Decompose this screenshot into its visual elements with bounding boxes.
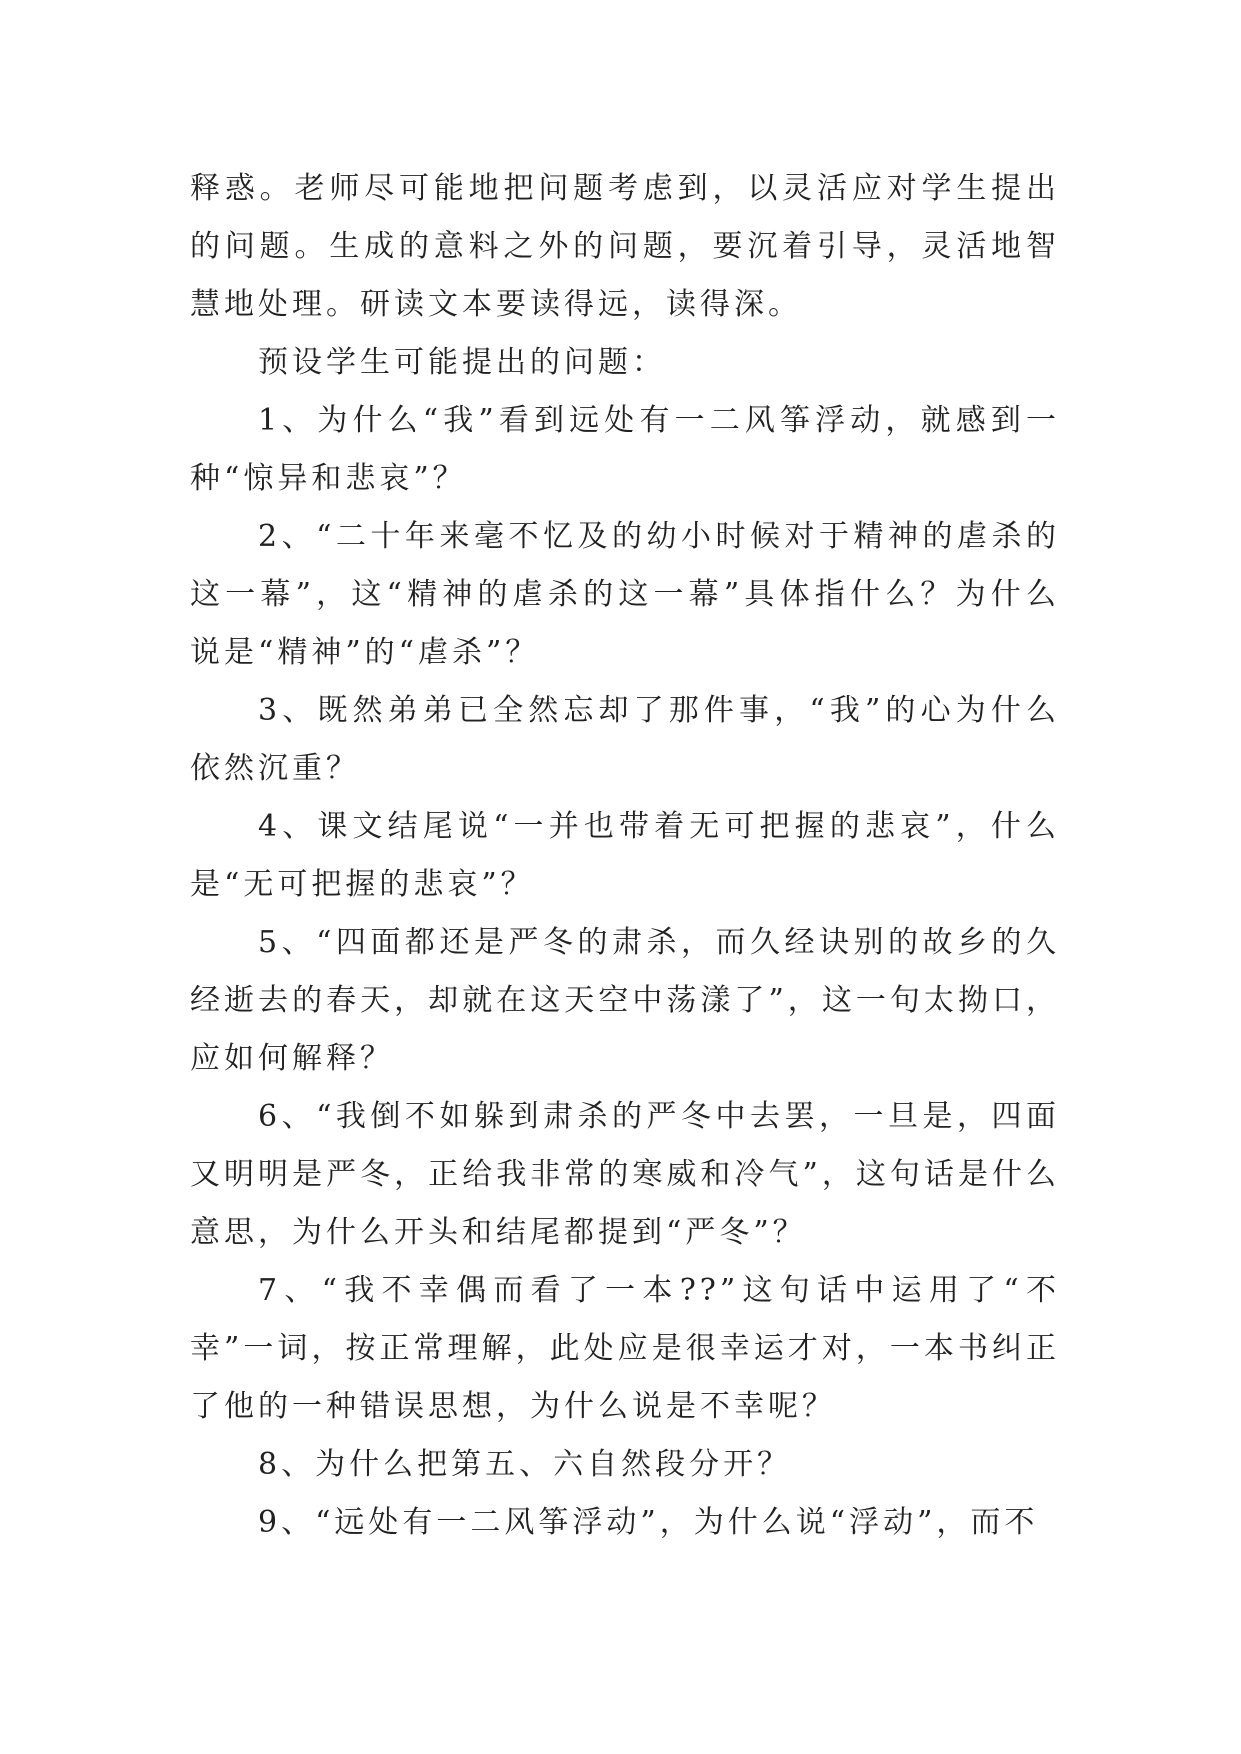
question-item-6: 6、“我倒不如躲到肃杀的严冬中去罢，一旦是，四面又明明是严冬，正给我非常的寒威和冷气”，这句话是什么意思，为什么开头和结尾都提到“严冬”？	[190, 1099, 1060, 1250]
paragraph-heading: 预设学生可能提出的问题：	[258, 345, 666, 380]
question-item-5: 5、“四面都还是严冬的肃杀，而久经诀别的故乡的久经逝去的春天，却就在这天空中荡漾了”，这一句太拗口，应如何解释？	[190, 925, 1060, 1076]
question-item-4: 4、课文结尾说“一并也带着无可把握的悲哀”，什么是“无可把握的悲哀”？	[190, 809, 1060, 902]
question-item-1: 1、为什么“我”看到远处有一二风筝浮动，就感到一种“惊异和悲哀”？	[190, 403, 1060, 496]
question-item-9: 9、“远处有一二风筝浮动”，为什么说“浮动”，而不	[258, 1505, 1039, 1540]
question-item-8: 8、为什么把第五、六自然段分开？	[258, 1447, 792, 1482]
question-item-2: 2、“二十年来毫不忆及的幼小时候对于精神的虐杀的这一幕”，这“精神的虐杀的这一幕”具体指什么？为什么说是“精神”的“虐杀”？	[190, 519, 1060, 670]
question-item-3: 3、既然弟弟已全然忘却了那件事，“我”的心为什么依然沉重？	[190, 693, 1060, 786]
paragraph-intro: 释惑。老师尽可能地把问题考虑到，以灵活应对学生提出的问题。生成的意料之外的问题，要沉着引导，灵活地智慧地处理。研读文本要读得远，读得深。	[190, 171, 1060, 322]
document-body	[190, 160, 1060, 1552]
question-item-7: 7、“我不幸偶而看了一本??”这句话中运用了“不幸”一词，按正常理解，此处应是很幸运才对，一本书纠正了他的一种错误思想，为什么说是不幸呢？	[190, 1273, 1060, 1424]
